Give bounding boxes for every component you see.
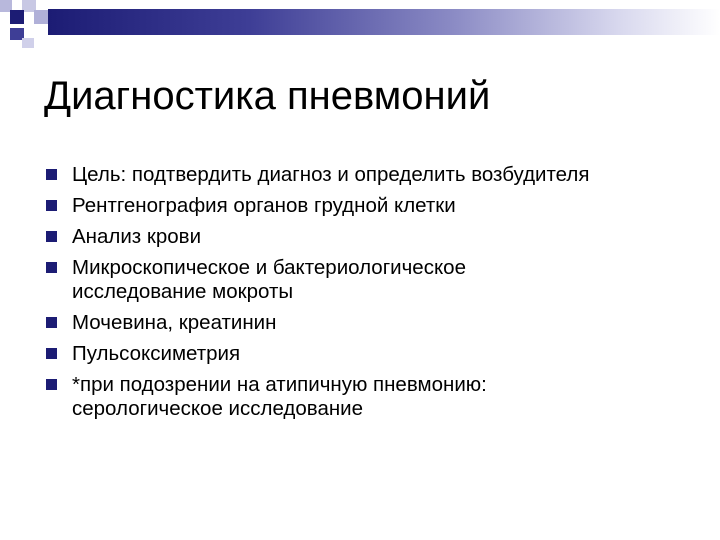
square-bullet-icon [46, 379, 57, 390]
bullet-text: Пульсоксиметрия [72, 342, 241, 365]
square-bullet-icon [46, 348, 57, 359]
bullet-text-continuation: исследование мокроты [72, 280, 294, 303]
bullet-text: *при подозрении на атипичную пневмонию: [72, 373, 487, 396]
bullet-text: Мочевина, креатинин [72, 311, 277, 334]
square-bullet-icon [46, 317, 57, 328]
bullet-text: Микроскопическое и бактериологическое [72, 256, 466, 279]
bullet-text: Анализ крови [72, 225, 202, 248]
decorative-square [22, 38, 34, 48]
bullet-item [44, 373, 694, 421]
bullet-item [44, 256, 694, 304]
header-gradient-band [48, 9, 720, 35]
bullet-text: Цель: подтвердить диагноз и определить возбудителя [72, 163, 590, 186]
decorative-square [10, 10, 24, 24]
bullet-item [44, 194, 694, 218]
square-bullet-icon [46, 200, 57, 211]
bullet-list [44, 163, 694, 428]
square-bullet-icon [46, 262, 57, 273]
bullet-text: Рентгенография органов грудной клетки [72, 194, 456, 217]
bullet-item [44, 311, 694, 335]
bullet-item [44, 163, 694, 187]
decorative-square [34, 10, 48, 24]
bullet-text-continuation: серологическое исследование [72, 397, 364, 420]
bullet-item [44, 225, 694, 249]
bullet-item [44, 342, 694, 366]
square-bullet-icon [46, 231, 57, 242]
slide-title: Диагностика пневмоний [44, 74, 491, 118]
square-bullet-icon [46, 169, 57, 180]
